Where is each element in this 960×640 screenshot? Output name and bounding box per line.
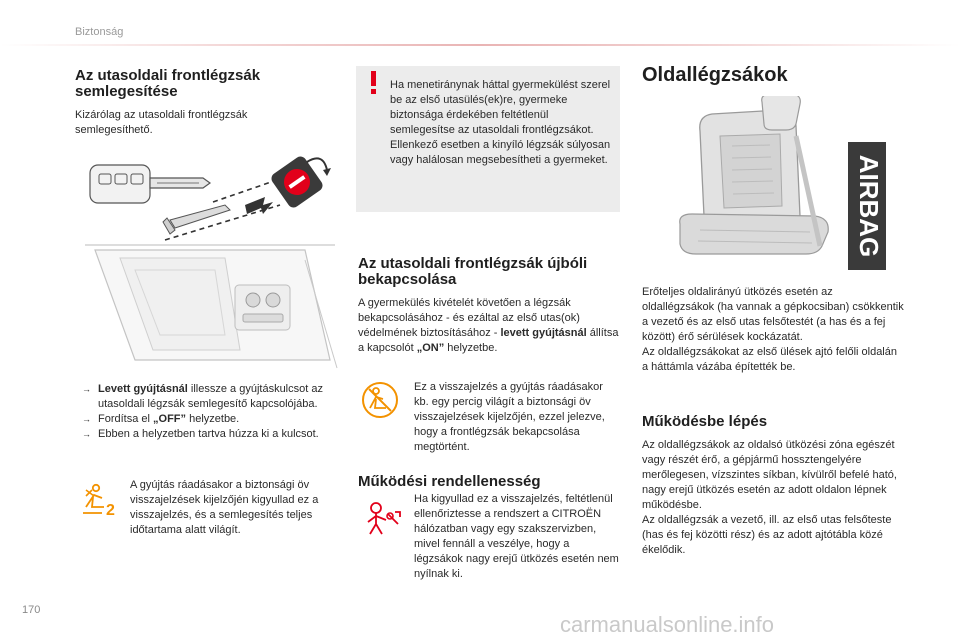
off-lamp-note: A gyújtás ráadásakor a biztonsági öv visszajelzések kijelzőjén kigyullad ez a visszajelzés, és a semlegesítés teljes időtartama alatt világít.: [130, 479, 319, 536]
operation-text: Az oldallégzsákok az oldalsó ütközési zóna egészét vagy részét érő, a gépjármű hossztengelyére merőlegesen, vízszintes síkban, kívülről befelé ható, nagy erejű ütközés esetén az adott oldalon lépnek működésbe. Az oldallégzsák a vezető, ill. az első utas felsőteste (has és fej közötti rész) és az adott ajtótábla közé ékelődik.: [642, 439, 897, 556]
section-header: Biztonság: [75, 26, 124, 38]
reactivate-heading: Az utasoldali frontlégzsák újbóli bekapcsolása: [358, 255, 588, 288]
step-3: [82, 427, 342, 442]
header-divider: [0, 44, 960, 46]
step-2-pre: Fordítsa el: [98, 413, 154, 425]
reactivate-text-1: A gyermekülés kivételét követően a légzsák bekapcsolásához - és ezáltal az első utas(ok) védelmének biztosításához -: [358, 297, 580, 339]
step-2: [82, 412, 342, 427]
airbag-on-lamp-icon: [360, 380, 400, 420]
side-airbags-heading: Oldallégzsákok: [642, 64, 788, 86]
step-2-bold: „OFF”: [153, 413, 187, 425]
airbag-off-lamp-icon: [80, 483, 120, 517]
operation-heading: Működésbe lépés: [642, 413, 768, 430]
reactivate-text-2: állítsa a kapcsolót: [358, 327, 619, 354]
key-switch-illustration: [75, 150, 340, 250]
malfunction-text: Ha kigyullad ez a visszajelzés, feltétlenül ellenőriztesse a rendszert a CITROËN hálózatban vagy egy szakszervizben, mivel fennáll a veszélye, hogy a légzsákok nagy erejű ütközés esetén nem nyílnak ki.: [414, 493, 619, 580]
reactivate-text: [358, 296, 620, 356]
service-wrench-icon: [362, 500, 404, 538]
step-2-post: helyzetbe.: [186, 413, 240, 425]
deactivate-steps: [82, 382, 342, 442]
deactivate-heading: Az utasoldali frontlégzsák semlegesítése: [75, 67, 261, 100]
svg-text:2: 2: [106, 502, 115, 517]
watermark: carmanualsonline.info: [560, 612, 775, 637]
reactivate-text-bold2: „ON”: [416, 342, 445, 354]
step-3-text: Ebben a helyzetben tartva húzza ki a kulcsot.: [98, 428, 319, 440]
on-lamp-note: Ez a visszajelzés a gyújtás ráadásakor kb. egy percig világít a biztonsági öv visszajelzések kijelzőjén, ezzel jelezve, hogy a frontlégzsák bekapcsolása megtörtént.: [414, 381, 605, 453]
malfunction-heading: Működési rendellenesség: [358, 473, 541, 490]
warning-exclamation-icon: [366, 70, 382, 96]
side-airbags-intro: Erőteljes oldalirányú ütközés esetén az oldallégzsákok (ha vannak a gépkocsiban) csökkentik a vezető és az első utas felsőtestét (a has és a fej között) érő sérülések kockázatát. Az oldallégzsákokat az első ülések ajtó felőli oldalán a háttámla vázába építették be.: [642, 286, 904, 373]
deactivate-intro: Kizárólag az utasoldali frontlégzsák semlegesíthető.: [75, 109, 248, 136]
bullet-arrow-icon: →: [82, 384, 91, 394]
bullet-arrow-icon: →: [82, 414, 91, 424]
reactivate-text-bold1: levett gyújtásnál: [500, 327, 587, 339]
glovebox-illustration: [75, 240, 345, 375]
step-1-bold: Levett gyújtásnál: [98, 383, 188, 395]
step-1: [82, 382, 342, 412]
child-seat-warning: Ha menetiránynak háttal gyermekülést szerel be az első utasülés(ek)re, gyermeke biztonsága érdekében feltétlenül semlegesítse az utasoldali frontlégzsákot. Ellenkező esetben a kinyíló légzsák súlyosan vagy halálosan megsebesítheti a gyermeket.: [390, 79, 611, 166]
page-number: 170: [22, 604, 41, 616]
reactivate-text-3: helyzetbe.: [444, 342, 498, 354]
seat-airbag-illustration: [640, 96, 890, 274]
bullet-arrow-icon: →: [82, 429, 91, 439]
step-1-text: illessze a gyújtáskulcsot az utasoldali légzsák semlegesítő kapcsolójába.: [98, 383, 323, 410]
airbag-label: AIRBAG: [854, 154, 885, 258]
